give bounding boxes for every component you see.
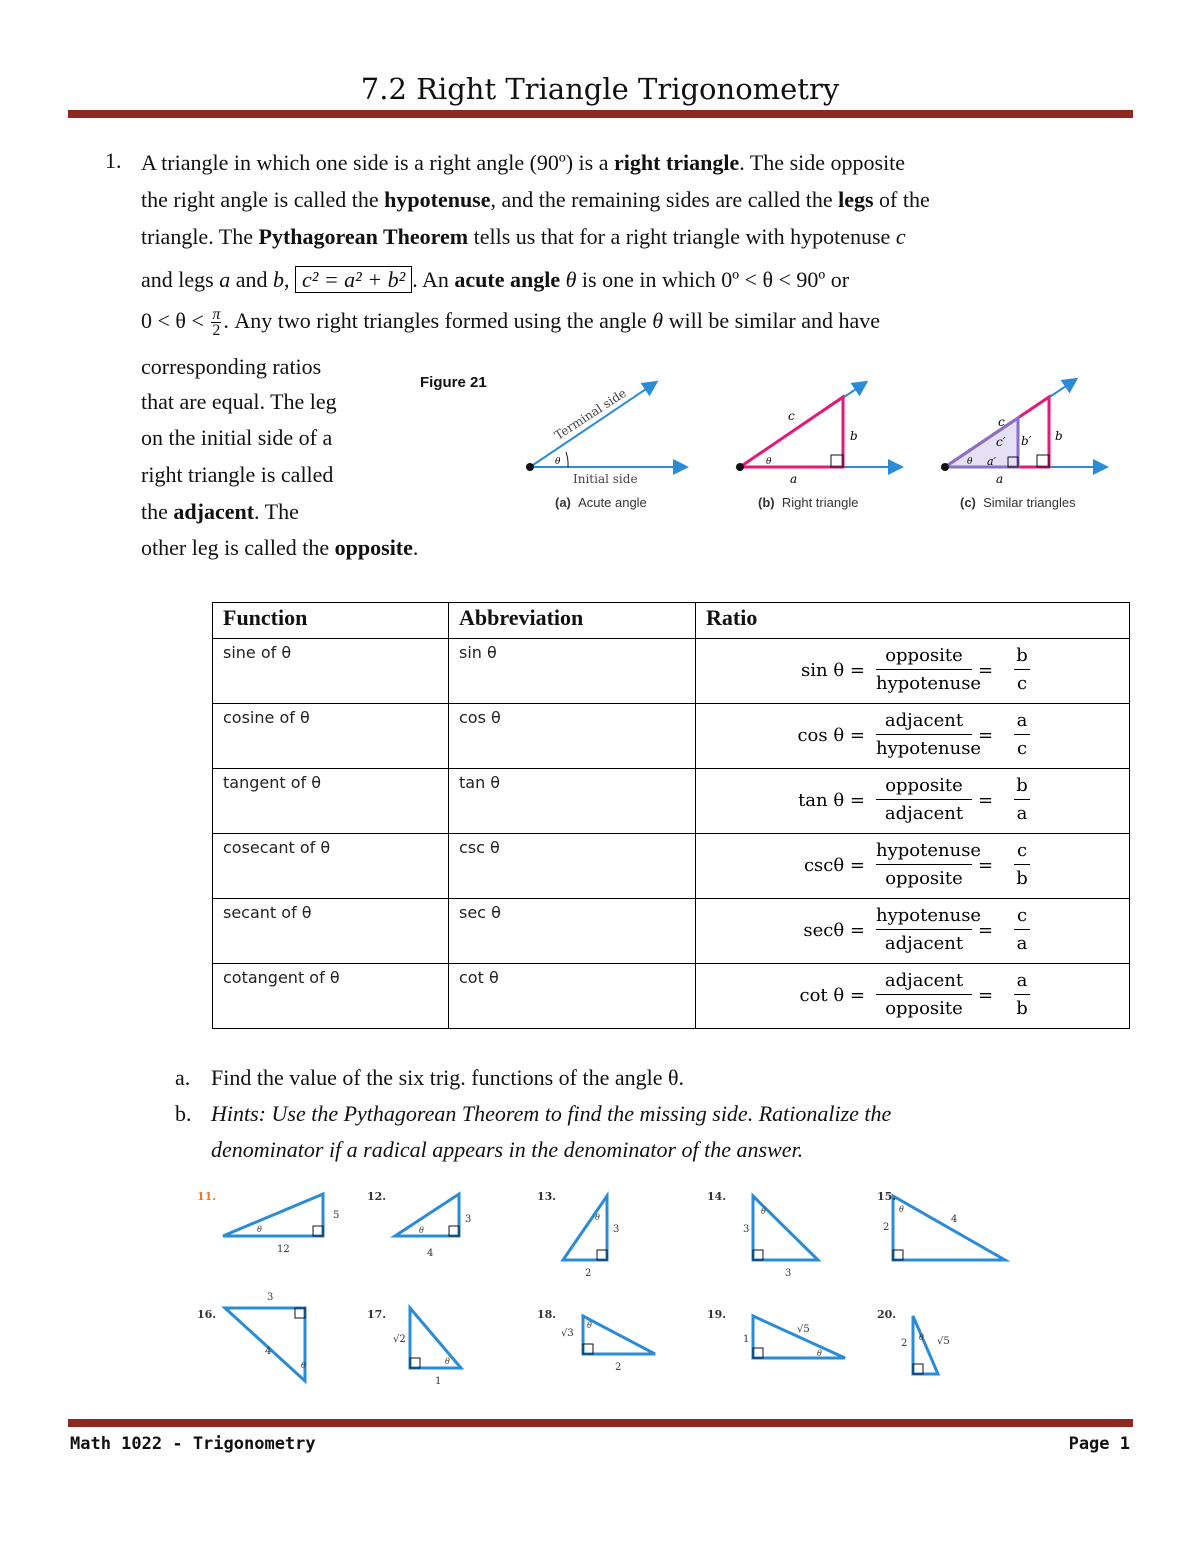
right-triangle-figure bbox=[736, 383, 900, 486]
footer-course: Math 1022 - Trigonometry bbox=[70, 1434, 316, 1454]
caption-b: (b) Right triangle bbox=[758, 495, 859, 510]
practice-triangle bbox=[537, 1190, 619, 1279]
function-abbr: cos θ bbox=[449, 704, 696, 769]
side-label: √5 bbox=[937, 1336, 950, 1347]
theta-label: θ bbox=[301, 1361, 306, 1370]
function-ratio bbox=[696, 769, 1130, 834]
theta-label: θ bbox=[967, 457, 973, 467]
terminal-side-label: Terminal side bbox=[552, 385, 629, 443]
function-ratio bbox=[696, 834, 1130, 899]
triangle-shape bbox=[893, 1196, 1005, 1260]
function-abbr: cot θ bbox=[449, 964, 696, 1029]
practice-triangle bbox=[877, 1308, 950, 1374]
table-row bbox=[213, 769, 1130, 834]
side-line-1: corresponding ratios bbox=[141, 354, 322, 379]
intro-line-2: the right angle is called the hypotenuse, and the remaining sides are called the legs of the bbox=[141, 187, 930, 212]
function-name: cosecant of θ bbox=[213, 834, 449, 899]
side-label: 3 bbox=[743, 1224, 750, 1235]
footer-page: Page 1 bbox=[1068, 1434, 1130, 1454]
practice-triangle bbox=[877, 1190, 1005, 1260]
equals-sign: = bbox=[978, 790, 994, 811]
problem-number: 15. bbox=[877, 1190, 897, 1203]
function-abbr: sin θ bbox=[449, 639, 696, 704]
theta-label: θ bbox=[899, 1205, 904, 1214]
practice-triangles bbox=[195, 1188, 1035, 1388]
function-name: cosine of θ bbox=[213, 704, 449, 769]
problem-number: 19. bbox=[707, 1308, 727, 1321]
side-label: 2 bbox=[585, 1268, 592, 1279]
side-line-5: the adjacent. The bbox=[141, 499, 299, 524]
question-a: a. Find the value of the six trig. functions of the angle θ. bbox=[175, 1065, 685, 1090]
side-label: 2 bbox=[615, 1362, 622, 1373]
intro-line-1: A triangle in which one side is a right angle (90º) is a right triangle. The side opposite bbox=[141, 150, 906, 175]
ratio-lhs: cscθ = bbox=[803, 855, 865, 876]
problem-number: 11. bbox=[197, 1190, 217, 1203]
page-title: 7.2 Right Triangle Trigonometry bbox=[360, 72, 840, 106]
triangle-shape bbox=[225, 1308, 305, 1381]
problem-number: 17. bbox=[367, 1308, 387, 1321]
problem-number: 14. bbox=[707, 1190, 727, 1203]
table-row bbox=[213, 704, 1130, 769]
side-label: 3 bbox=[613, 1224, 620, 1235]
header-ratio: Ratio bbox=[696, 603, 1130, 639]
side-label: 5 bbox=[333, 1210, 340, 1221]
letter-fraction: a b bbox=[1014, 968, 1030, 1023]
word-fraction: opposite adjacent bbox=[876, 773, 972, 828]
ratio-lhs: cot θ = bbox=[799, 985, 865, 1006]
footer-rule bbox=[68, 1419, 1133, 1427]
table-row bbox=[213, 639, 1130, 704]
side-label: 1 bbox=[435, 1376, 442, 1387]
figure-label: Figure 21 bbox=[420, 374, 487, 391]
question-b: b. Hints: Use the Pythagorean Theorem to find the missing side. Rationalize the bbox=[175, 1101, 892, 1126]
triangle-shape bbox=[913, 1316, 938, 1374]
theta-label: θ bbox=[445, 1357, 450, 1366]
figure-21 bbox=[510, 370, 1130, 500]
practice-triangle bbox=[707, 1308, 845, 1358]
practice-triangle bbox=[197, 1292, 306, 1381]
intro-line-5: 0 < θ < $\frac{\pi}{2}$ . Any two right triangles formed using the angle θ will be similar and have bbox=[141, 306, 880, 340]
equals-sign: = bbox=[978, 660, 994, 681]
intro-line-3: triangle. The Pythagorean Theorem tells us that for a right triangle with hypotenuse c bbox=[141, 224, 906, 249]
opp-label: b bbox=[1055, 429, 1063, 443]
adj-prime-label: a′ bbox=[987, 455, 997, 468]
practice-triangle bbox=[197, 1190, 339, 1255]
word-fraction: adjacent opposite bbox=[876, 968, 972, 1023]
opp-label: b bbox=[850, 429, 858, 443]
theta-label: θ bbox=[419, 1226, 424, 1235]
theta-label: θ bbox=[587, 1321, 592, 1330]
side-label: 12 bbox=[277, 1244, 290, 1255]
adj-label: a bbox=[790, 472, 798, 486]
function-ratio bbox=[696, 639, 1130, 704]
side-label: √3 bbox=[561, 1328, 574, 1339]
word-fraction: hypotenuse adjacent bbox=[876, 905, 982, 954]
word-fraction: hypotenuse opposite bbox=[876, 840, 982, 889]
function-abbr: sec θ bbox=[449, 899, 696, 964]
side-line-3: on the initial side of a bbox=[141, 425, 333, 450]
hyp-label: c bbox=[998, 415, 1005, 429]
letter-fraction: b c bbox=[1014, 643, 1030, 698]
side-line-4: right triangle is called bbox=[141, 462, 334, 487]
hyp-prime-label: c′ bbox=[996, 435, 1006, 449]
header-rule bbox=[68, 110, 1133, 118]
theta-label: θ bbox=[817, 1349, 822, 1358]
equals-sign: = bbox=[978, 855, 994, 876]
pi-over-2: $\frac{\pi}{2}$ bbox=[212, 306, 221, 340]
side-label: 1 bbox=[743, 1334, 750, 1345]
function-ratio bbox=[696, 899, 1130, 964]
pythagorean-formula: c² = a² + b² bbox=[295, 266, 412, 293]
letter-fraction: a c bbox=[1014, 708, 1030, 763]
intro-line-4: and legs a and b, c² = a² + b² . An acute angle θ is one in which 0º < θ < 90º or bbox=[141, 267, 850, 292]
acute-angle-figure bbox=[526, 383, 685, 486]
ratio-lhs: secθ = bbox=[803, 920, 865, 941]
ratio-lhs: tan θ = bbox=[798, 790, 865, 811]
problem-number: 13. bbox=[537, 1190, 557, 1203]
side-line-2: that are equal. The leg bbox=[141, 389, 337, 414]
word-fraction: opposite hypotenuse bbox=[876, 645, 982, 694]
side-label: 4 bbox=[265, 1346, 272, 1357]
function-name: secant of θ bbox=[213, 899, 449, 964]
table-row bbox=[213, 834, 1130, 899]
ratio-lhs: sin θ = bbox=[801, 660, 865, 681]
problem-number: 16. bbox=[197, 1308, 217, 1321]
opp-prime-label: b′ bbox=[1021, 434, 1032, 448]
function-name: sine of θ bbox=[213, 639, 449, 704]
function-abbr: tan θ bbox=[449, 769, 696, 834]
function-abbr: csc θ bbox=[449, 834, 696, 899]
side-label: 2 bbox=[901, 1338, 908, 1349]
side-label: √5 bbox=[797, 1324, 810, 1335]
problem-number: 20. bbox=[877, 1308, 897, 1321]
side-label: 4 bbox=[427, 1248, 434, 1259]
theta-label: θ bbox=[257, 1225, 262, 1234]
letter-fraction: c b bbox=[1014, 838, 1030, 893]
hyp-label: c bbox=[788, 409, 795, 423]
function-name: cotangent of θ bbox=[213, 964, 449, 1029]
side-label: 2 bbox=[883, 1222, 890, 1233]
side-line-6: other leg is called the opposite. bbox=[141, 535, 419, 560]
header-abbreviation: Abbreviation bbox=[449, 603, 696, 639]
practice-triangle bbox=[367, 1190, 471, 1259]
function-name: tangent of θ bbox=[213, 769, 449, 834]
table-row bbox=[213, 899, 1130, 964]
table-row bbox=[213, 964, 1130, 1029]
function-ratio bbox=[696, 704, 1130, 769]
problem-number: 12. bbox=[367, 1190, 387, 1203]
side-label: 3 bbox=[267, 1292, 274, 1303]
side-label: 3 bbox=[785, 1268, 792, 1279]
side-label: √2 bbox=[393, 1334, 406, 1345]
theta-label: θ bbox=[766, 457, 772, 467]
side-label: 4 bbox=[951, 1214, 958, 1225]
adj-label: a bbox=[996, 472, 1004, 486]
practice-triangle bbox=[707, 1190, 818, 1279]
question-b-cont: denominator if a radical appears in the denominator of the answer. bbox=[211, 1137, 804, 1162]
triangle-shape bbox=[223, 1194, 323, 1236]
equals-sign: = bbox=[978, 920, 994, 941]
problem-number: 18. bbox=[537, 1308, 557, 1321]
caption-c: (c) Similar triangles bbox=[960, 495, 1076, 510]
theta-label: θ bbox=[761, 1207, 766, 1216]
letter-fraction: c a bbox=[1014, 903, 1030, 958]
item-number: 1. bbox=[105, 148, 122, 173]
caption-a: (a) Acute angle bbox=[555, 495, 647, 510]
practice-triangle bbox=[367, 1308, 461, 1387]
theta-label: θ bbox=[595, 1213, 600, 1222]
table-header-row bbox=[213, 603, 1130, 639]
theta-label: θ bbox=[555, 457, 561, 467]
header-function: Function bbox=[213, 603, 449, 639]
equals-sign: = bbox=[978, 985, 994, 1006]
practice-triangle bbox=[537, 1308, 655, 1373]
equals-sign: = bbox=[978, 725, 994, 746]
ratio-lhs: cos θ = bbox=[797, 725, 865, 746]
trig-functions-table bbox=[212, 602, 1130, 1029]
triangle-shape bbox=[583, 1316, 655, 1354]
letter-fraction: b a bbox=[1014, 773, 1030, 828]
triangle-shape bbox=[410, 1308, 461, 1368]
word-fraction: adjacent hypotenuse bbox=[876, 710, 982, 759]
similar-triangles-figure bbox=[941, 380, 1105, 486]
theta-label: θ bbox=[919, 1333, 924, 1342]
triangle-shape bbox=[753, 1316, 845, 1358]
initial-side-label: Initial side bbox=[573, 472, 638, 486]
side-label: 3 bbox=[465, 1214, 472, 1225]
function-ratio bbox=[696, 964, 1130, 1029]
